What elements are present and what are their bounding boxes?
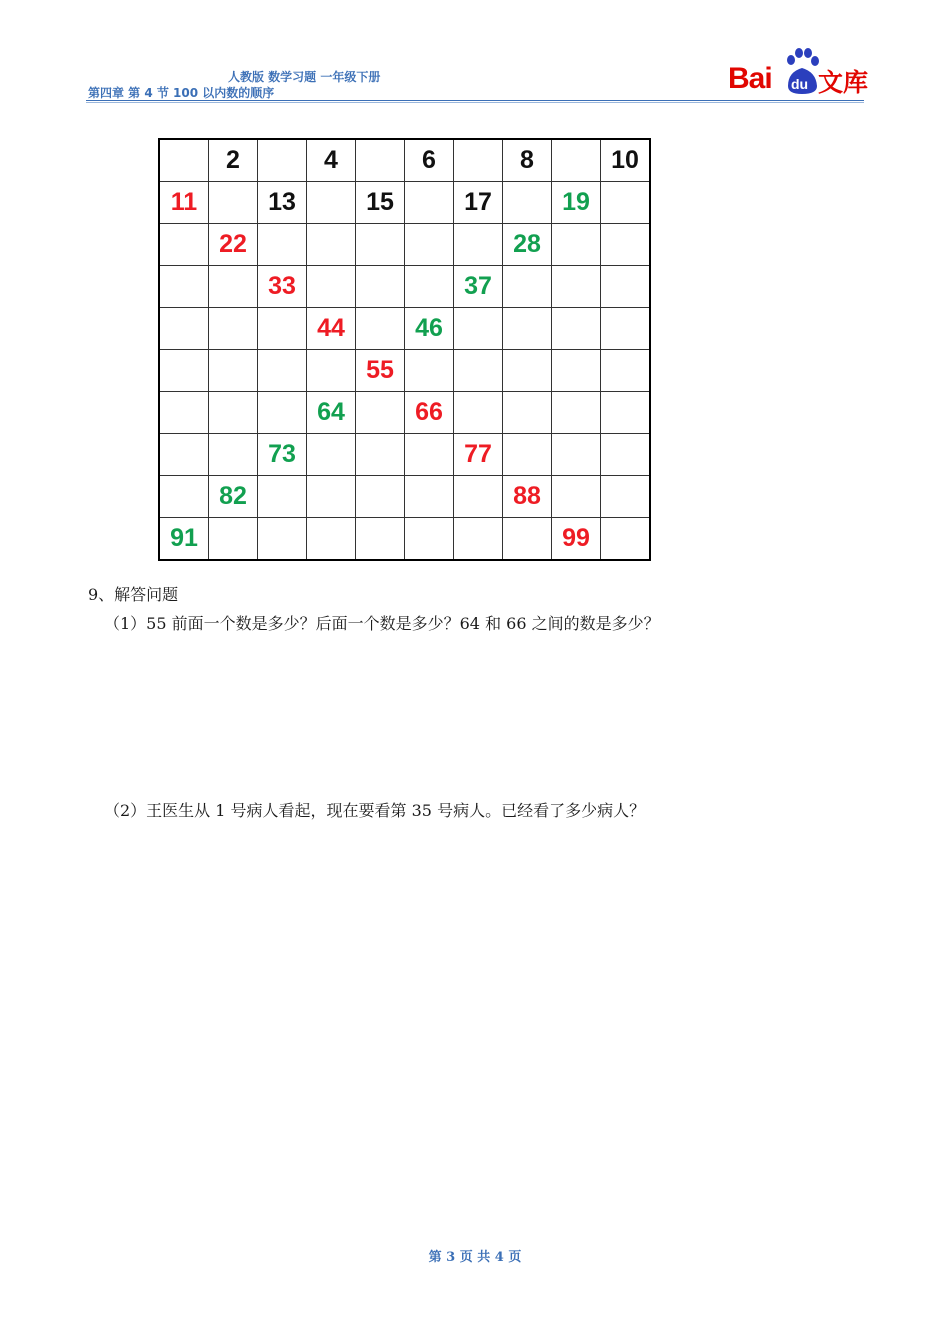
- grid-cell: [503, 434, 552, 476]
- grid-cell: [258, 476, 307, 518]
- grid-cell: [601, 518, 651, 561]
- grid-cell: [552, 434, 601, 476]
- grid-cell: [454, 224, 503, 266]
- grid-cell: [405, 518, 454, 561]
- grid-cell: [159, 308, 209, 350]
- grid-cell: [209, 518, 258, 561]
- grid-row: [159, 224, 650, 266]
- grid-cell: [503, 392, 552, 434]
- grid-cell: 2: [209, 139, 258, 182]
- grid-cell: 91: [159, 518, 209, 561]
- grid-cell: [454, 308, 503, 350]
- grid-cell: 46: [405, 308, 454, 350]
- grid-cell: [356, 392, 405, 434]
- grid-cell: [503, 518, 552, 561]
- hundred-chart: [158, 138, 651, 561]
- grid-cell: [307, 224, 356, 266]
- grid-cell: [601, 434, 651, 476]
- grid-cell: [503, 308, 552, 350]
- grid-cell: [601, 308, 651, 350]
- grid-row: [159, 308, 650, 350]
- grid-cell: [503, 350, 552, 392]
- grid-cell: [159, 139, 209, 182]
- header-rule: [86, 100, 864, 101]
- grid-row: [159, 518, 650, 561]
- grid-cell: [503, 266, 552, 308]
- grid-cell: 13: [258, 182, 307, 224]
- logo-du-text: du: [791, 76, 809, 92]
- grid-row: [159, 139, 650, 182]
- grid-cell: [405, 182, 454, 224]
- grid-cell: [307, 476, 356, 518]
- grid-cell: [209, 350, 258, 392]
- grid-cell: [159, 392, 209, 434]
- grid-row: [159, 350, 650, 392]
- grid-cell: [601, 182, 651, 224]
- grid-cell: 73: [258, 434, 307, 476]
- grid-cell: [601, 350, 651, 392]
- grid-cell: [159, 350, 209, 392]
- grid-cell: [209, 308, 258, 350]
- grid-cell: [552, 266, 601, 308]
- grid-cell: [258, 350, 307, 392]
- grid-cell: 28: [503, 224, 552, 266]
- grid-cell: [552, 139, 601, 182]
- grid-cell: [552, 350, 601, 392]
- grid-cell: 66: [405, 392, 454, 434]
- grid-cell: 44: [307, 308, 356, 350]
- logo-bai-text: Bai: [728, 62, 772, 95]
- grid-cell: [356, 139, 405, 182]
- question-2: （2）王医生从 1 号病人看起，现在要看第 35 号病人。已经看了多少病人？: [104, 801, 646, 820]
- grid-row: [159, 392, 650, 434]
- grid-cell: [209, 182, 258, 224]
- grid-cell: [209, 392, 258, 434]
- grid-cell: 22: [209, 224, 258, 266]
- grid-cell: [209, 434, 258, 476]
- grid-cell: 88: [503, 476, 552, 518]
- page-number: 第 3 页 共 4 页: [428, 1250, 522, 1265]
- grid-cell: [159, 266, 209, 308]
- grid-cell: [405, 434, 454, 476]
- grid-cell: [307, 182, 356, 224]
- grid-cell: 33: [258, 266, 307, 308]
- grid-cell: 77: [454, 434, 503, 476]
- grid-cell: [209, 266, 258, 308]
- grid-cell: [454, 518, 503, 561]
- grid-row: [159, 434, 650, 476]
- grid-cell: [454, 350, 503, 392]
- grid-cell: [405, 224, 454, 266]
- grid-cell: [454, 139, 503, 182]
- grid-cell: [356, 518, 405, 561]
- grid-cell: [356, 308, 405, 350]
- grid-cell: [405, 350, 454, 392]
- grid-cell: [258, 224, 307, 266]
- grid-cell: [258, 308, 307, 350]
- header-chapter: 第四章 第 4 节 100 以内数的顺序: [88, 86, 275, 100]
- grid-cell: 37: [454, 266, 503, 308]
- grid-cell: [503, 182, 552, 224]
- grid-cell: [405, 476, 454, 518]
- grid-cell: 99: [552, 518, 601, 561]
- grid-cell: 8: [503, 139, 552, 182]
- grid-cell: 10: [601, 139, 651, 182]
- section-title: 9、解答问题: [88, 585, 179, 604]
- grid-cell: 19: [552, 182, 601, 224]
- baidu-wenku-logo: [728, 44, 868, 96]
- grid-cell: 4: [307, 139, 356, 182]
- grid-cell: [552, 224, 601, 266]
- grid-cell: 82: [209, 476, 258, 518]
- grid-cell: [159, 224, 209, 266]
- header-rule-secondary: [86, 102, 864, 103]
- grid-cell: [258, 139, 307, 182]
- grid-cell: [159, 476, 209, 518]
- grid-cell: [307, 434, 356, 476]
- header-subtitle: 人教版 数学习题 一年级下册: [228, 70, 381, 84]
- grid-cell: [552, 476, 601, 518]
- grid-cell: [356, 266, 405, 308]
- grid-cell: 55: [356, 350, 405, 392]
- grid-cell: [356, 434, 405, 476]
- grid-row: [159, 476, 650, 518]
- grid-row: [159, 182, 650, 224]
- question-1: （1）55 前面一个数是多少？后面一个数是多少？64 和 66 之间的数是多少？: [104, 614, 660, 633]
- grid-cell: [307, 518, 356, 561]
- grid-cell: [601, 266, 651, 308]
- grid-cell: [356, 476, 405, 518]
- grid-cell: 64: [307, 392, 356, 434]
- grid-cell: [454, 392, 503, 434]
- grid-cell: [258, 518, 307, 561]
- grid-cell: [159, 434, 209, 476]
- grid-cell: 6: [405, 139, 454, 182]
- paw-icon: [784, 46, 820, 94]
- grid-row: [159, 266, 650, 308]
- grid-cell: [454, 476, 503, 518]
- grid-cell: [307, 350, 356, 392]
- logo-wenku-text: 文库: [818, 68, 869, 97]
- grid-cell: [405, 266, 454, 308]
- grid-cell: 11: [159, 182, 209, 224]
- grid-cell: 15: [356, 182, 405, 224]
- grid-cell: [258, 392, 307, 434]
- grid-cell: [307, 266, 356, 308]
- grid-cell: 17: [454, 182, 503, 224]
- grid-cell: [601, 392, 651, 434]
- grid-cell: [601, 224, 651, 266]
- grid-cell: [601, 476, 651, 518]
- grid-cell: [552, 308, 601, 350]
- grid-cell: [356, 224, 405, 266]
- grid-cell: [552, 392, 601, 434]
